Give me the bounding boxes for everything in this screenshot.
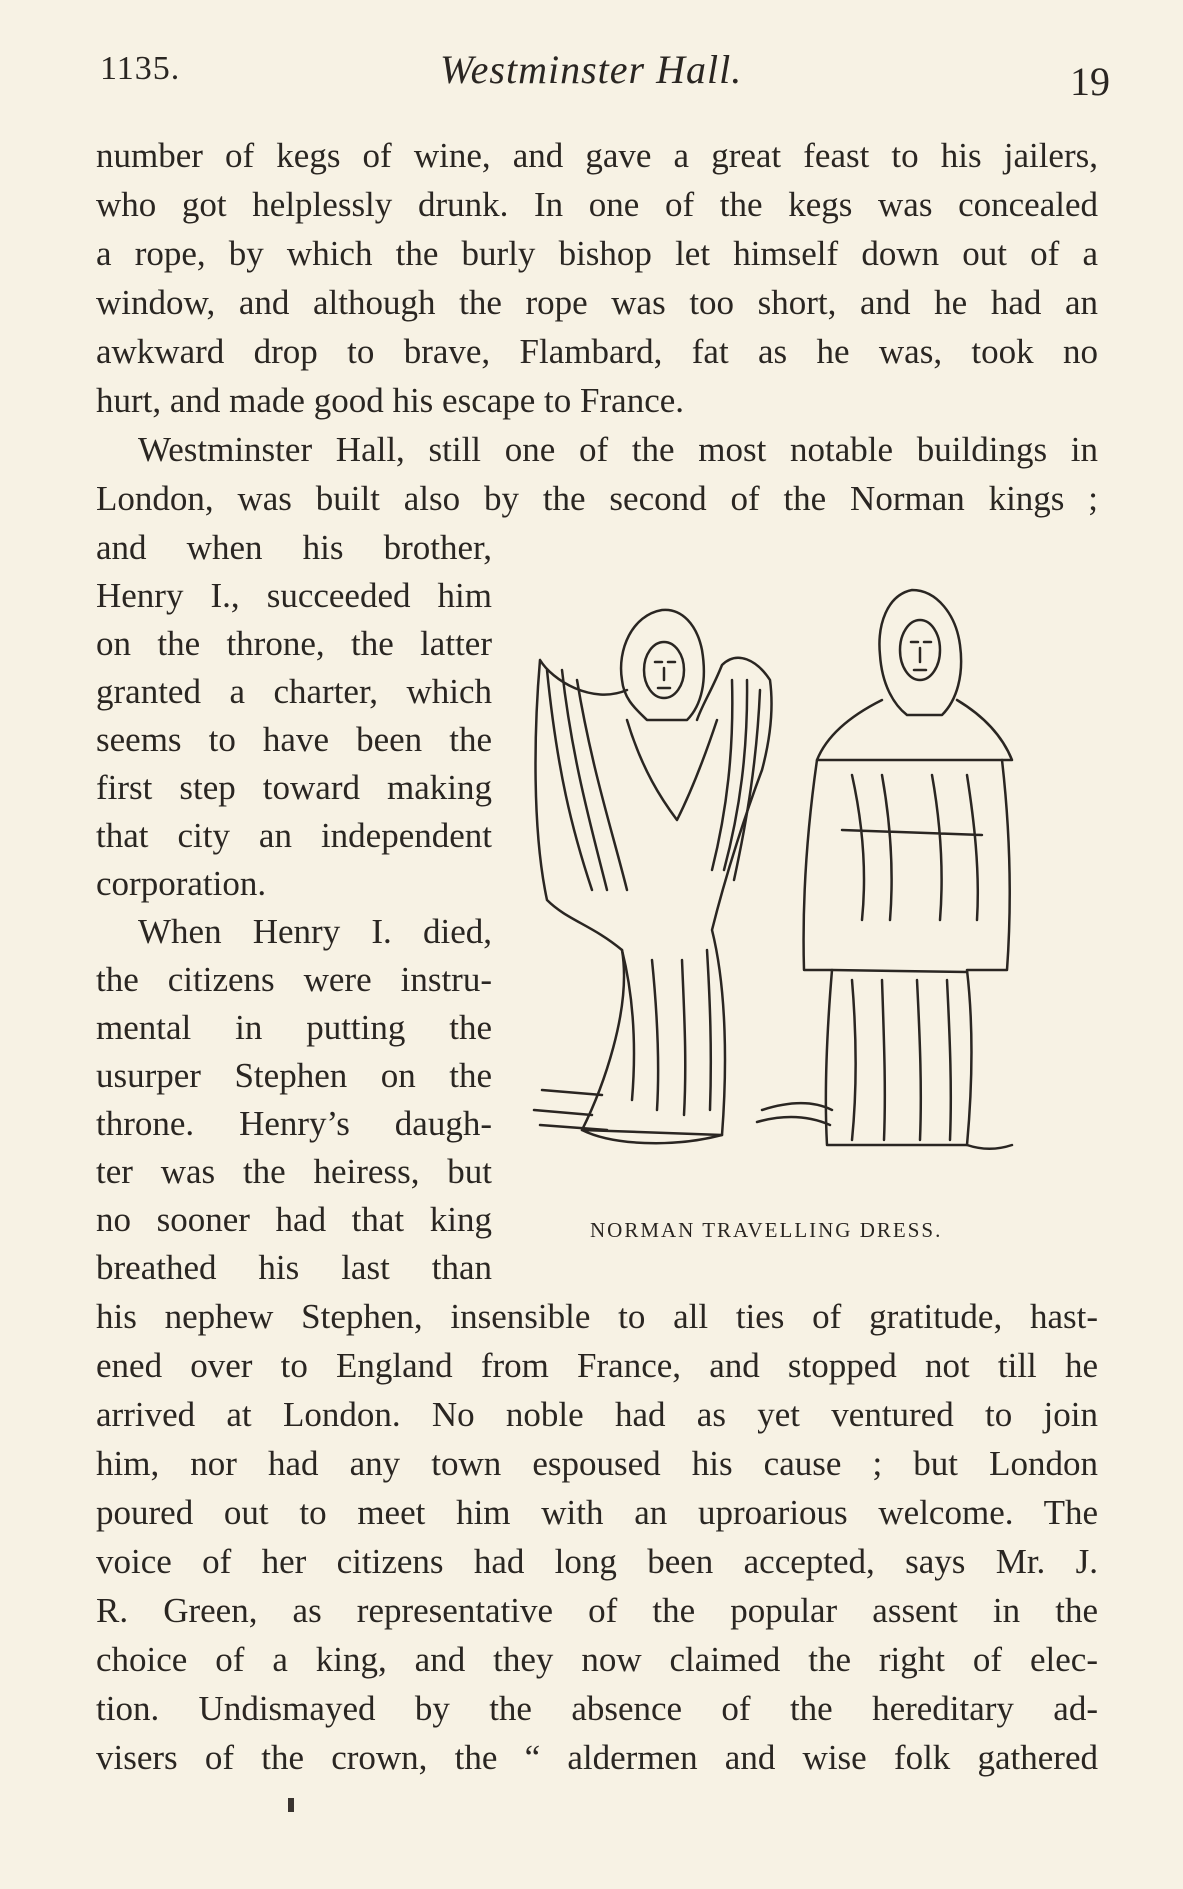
left-figure-hood: [621, 610, 704, 720]
text-line: number of kegs of wine, and gave a great feast to his jailers,: [96, 136, 1098, 175]
page-number: 19: [1070, 59, 1110, 104]
text-line: R. Green, as representative of the popular assent in the: [96, 1591, 1098, 1630]
text-line: a rope, by which the burly bishop let himself down out of a: [96, 234, 1098, 273]
text-line: on the throne, the latter: [96, 624, 492, 663]
running-header: [100, 42, 1110, 102]
right-figure-robe: [804, 760, 1010, 1145]
print-speck: [288, 1798, 294, 1812]
text-line: window, and although the rope was too short, and he had an: [96, 283, 1098, 322]
text-line: throne. Henry’s daugh-: [96, 1104, 492, 1143]
text-line: arrived at London. No noble had as yet ventured to join: [96, 1395, 1098, 1434]
text-line: the citizens were instru-: [96, 960, 492, 999]
header-year: 1135.: [100, 50, 181, 87]
text-line: granted a charter, which: [96, 672, 492, 711]
text-line: no sooner had that king: [96, 1200, 492, 1239]
text-line: awkward drop to brave, Flambard, fat as he was, took no: [96, 332, 1098, 371]
header-title: Westminster Hall.: [440, 47, 743, 92]
text-line: Henry I., succeeded him: [96, 576, 492, 615]
text-line: When Henry I. died,: [138, 912, 492, 951]
text-line: ter was the heiress, but: [96, 1152, 492, 1191]
text-line: poured out to meet him with an uproarious welcome. The: [96, 1493, 1098, 1532]
text-line: his nephew Stephen, insensible to all ties of gratitude, hast-: [96, 1297, 1098, 1336]
norman-dress-illustration: [512, 570, 1092, 1180]
right-figure-shoulders: [817, 700, 1012, 760]
text-line: him, nor had any town espoused his cause ; but London: [96, 1444, 1098, 1483]
text-line: corporation.: [96, 864, 267, 903]
text-line: choice of a king, and they now claimed the right of elec-: [96, 1640, 1098, 1679]
text-line: that city an independent: [96, 816, 492, 855]
text-line: Westminster Hall, still one of the most notable buildings in: [138, 430, 1098, 469]
text-line: tion. Undismayed by the absence of the hereditary ad-: [96, 1689, 1098, 1728]
text-line: London, was built also by the second of the Norman kings ;: [96, 479, 1098, 518]
text-line: who got helplessly drunk. In one of the kegs was concealed: [96, 185, 1098, 224]
text-line: ened over to England from France, and stopped not till he: [96, 1346, 1098, 1385]
text-line: breathed his last than: [96, 1248, 492, 1287]
text-line: seems to have been the: [96, 720, 492, 759]
text-line: and when his brother,: [96, 528, 492, 567]
text-line: voice of her citizens had long been accepted, says Mr. J.: [96, 1542, 1098, 1581]
text-line: hurt, and made good his escape to France.: [96, 381, 685, 420]
text-line: first step toward making: [96, 768, 492, 807]
text-line: mental in putting the: [96, 1008, 492, 1047]
figure-caption: NORMAN TRAVELLING DRESS.: [590, 1218, 943, 1242]
text-line: visers of the crown, the “ aldermen and wise folk gathered: [96, 1738, 1098, 1777]
text-line: usurper Stephen on the: [96, 1056, 492, 1095]
